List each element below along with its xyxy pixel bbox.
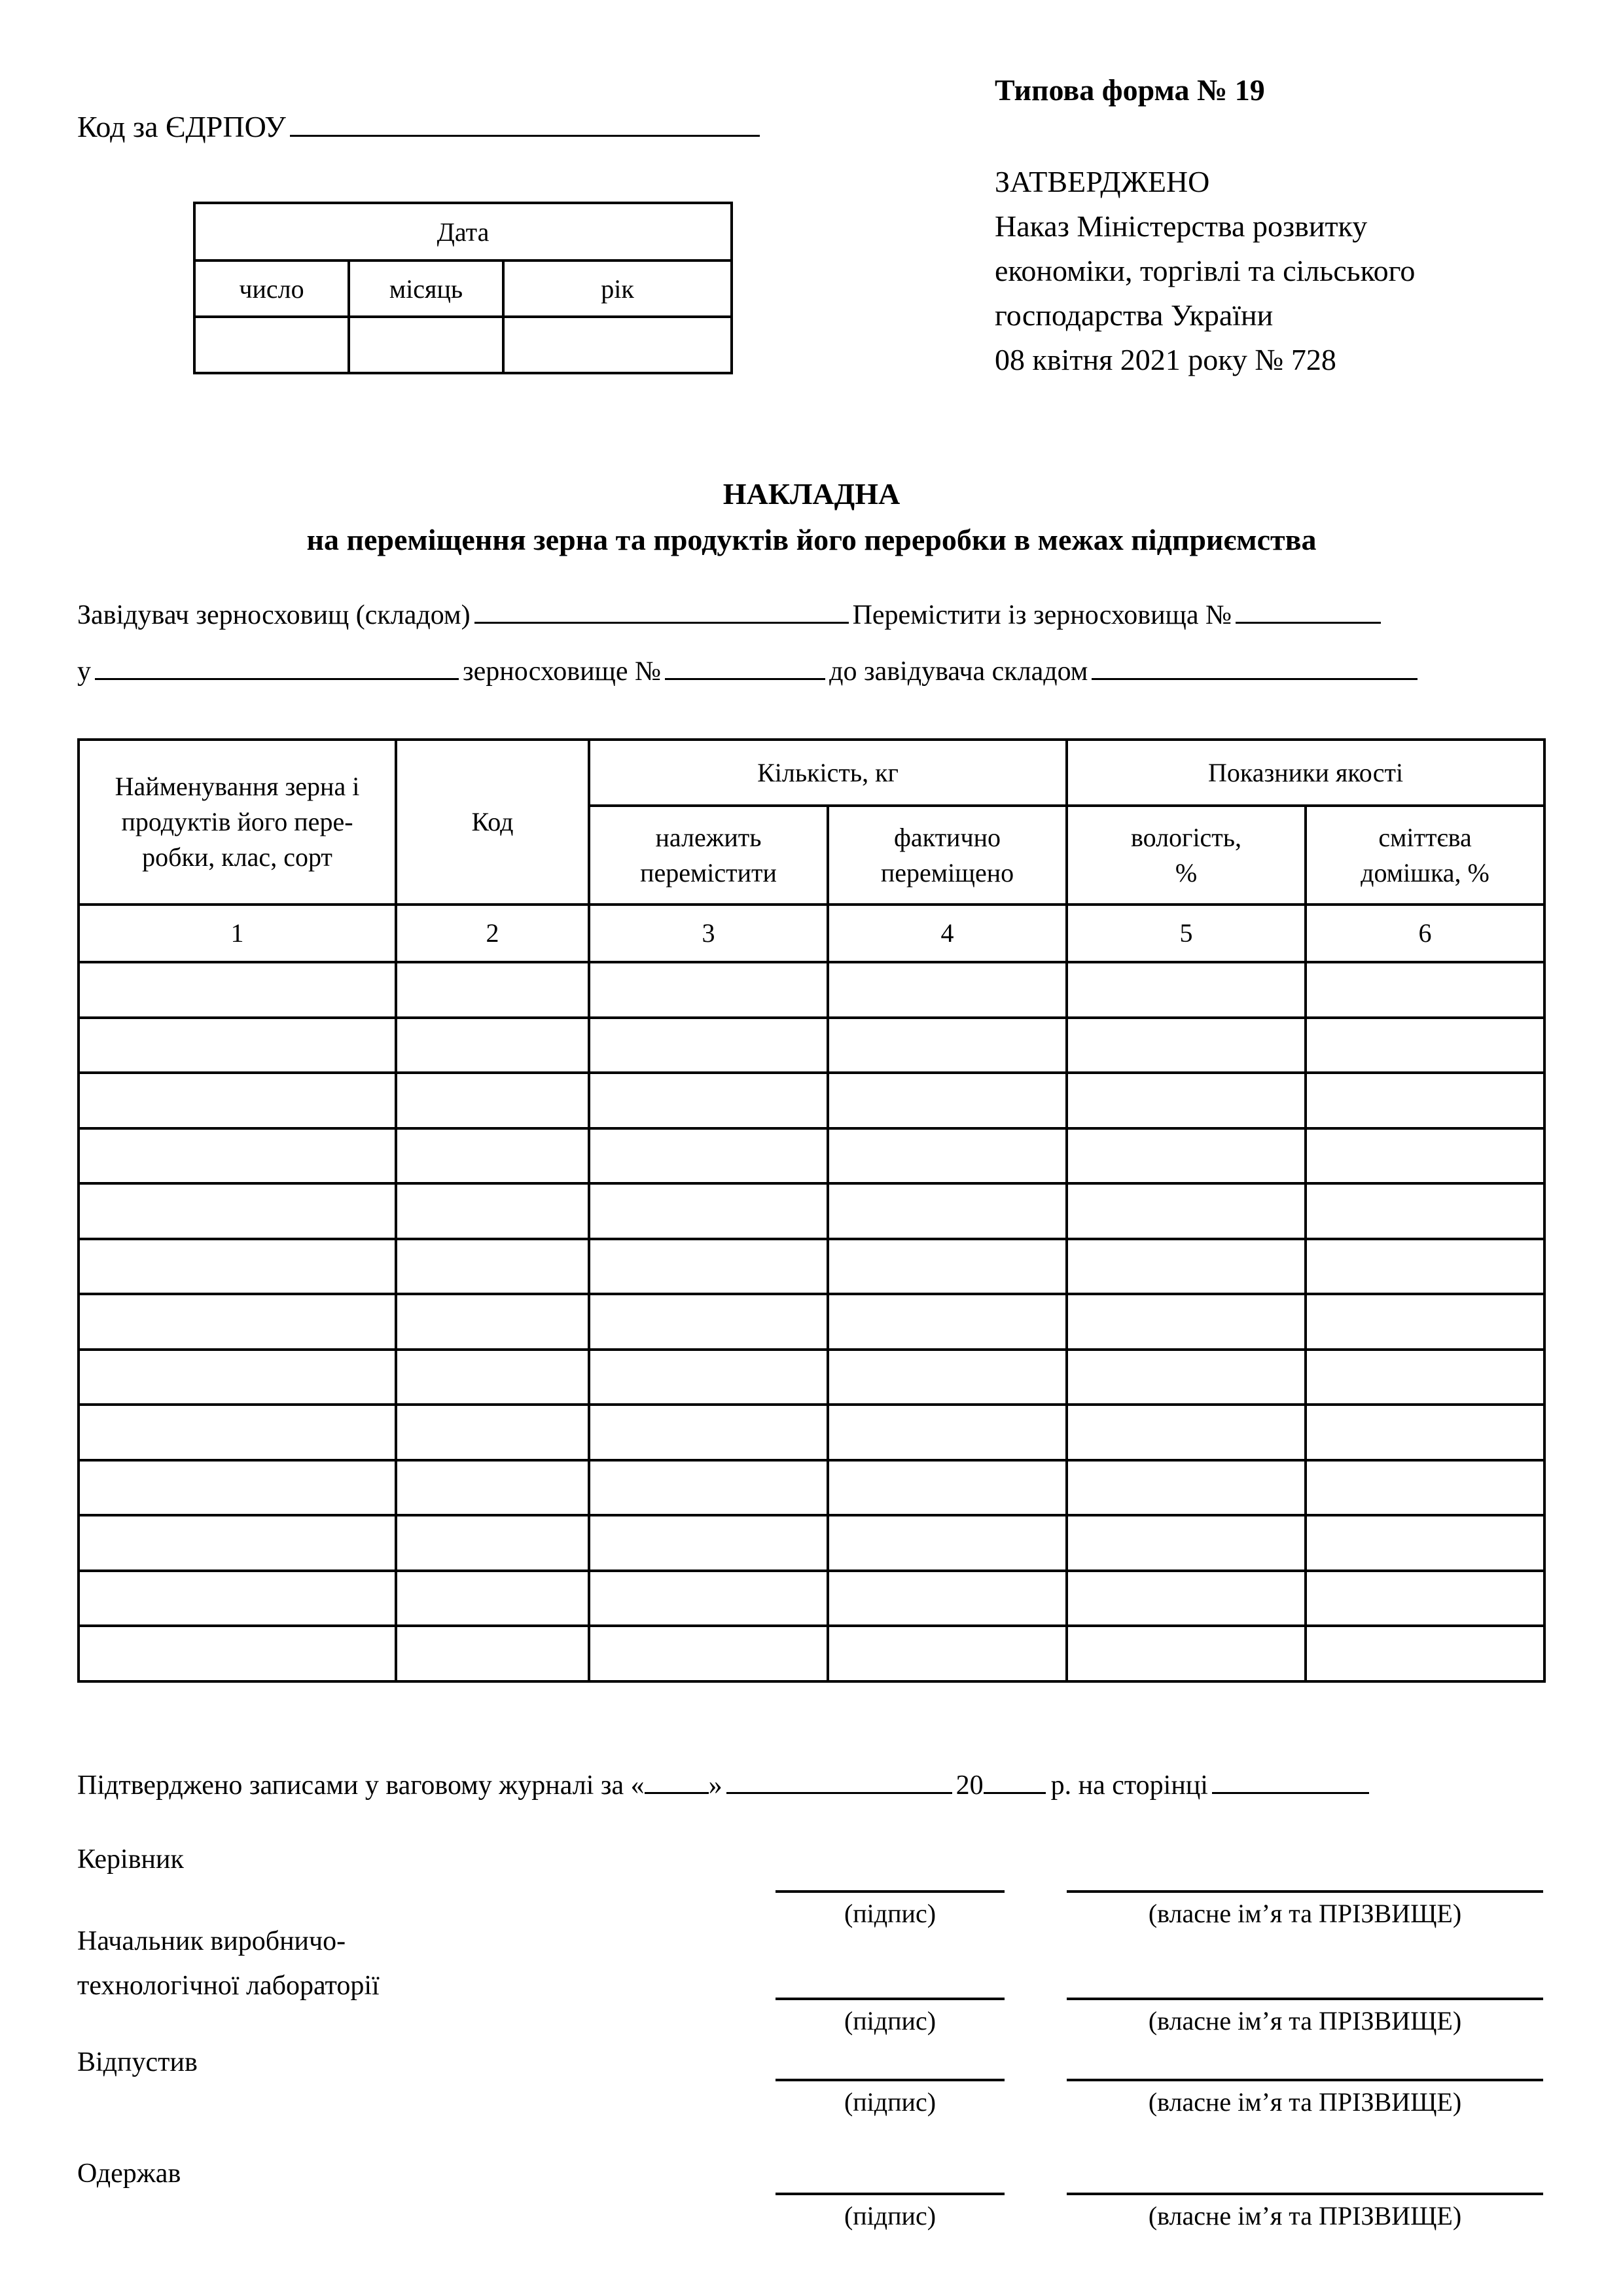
signature-caption: (підпис) <box>844 2201 936 2231</box>
column-number: 6 <box>1306 905 1544 962</box>
table-cell[interactable] <box>828 1571 1067 1626</box>
table-cell[interactable] <box>1306 1183 1544 1239</box>
name-caption: (власне ім’я та ПРІЗВИЩЕ) <box>1148 2006 1462 2036</box>
table-cell[interactable] <box>828 1239 1067 1295</box>
document-subtitle: на переміщення зерна та продуктів його переробки в межах підприємства <box>306 523 1317 556</box>
table-cell[interactable] <box>828 962 1067 1018</box>
table-cell[interactable] <box>1306 962 1544 1018</box>
edrpou-field <box>77 110 764 142</box>
table-cell[interactable] <box>79 1350 396 1405</box>
table-cell[interactable] <box>79 1239 396 1295</box>
table-cell[interactable] <box>589 1571 828 1626</box>
table-cell[interactable] <box>396 1128 589 1184</box>
signature-role: Керівник <box>77 1844 184 1874</box>
table-cell[interactable] <box>828 1183 1067 1239</box>
table-cell[interactable] <box>79 1515 396 1571</box>
name-input-line[interactable] <box>1067 2079 1543 2081</box>
table-cell[interactable] <box>828 1405 1067 1460</box>
date-table <box>193 202 733 374</box>
approval-line: господарства України <box>995 298 1274 332</box>
table-row <box>79 1183 1544 1239</box>
approval-line: Наказ Міністерства розвитку <box>995 209 1368 243</box>
header-to-move <box>589 806 828 905</box>
name-input-line[interactable] <box>1067 1998 1543 2000</box>
signature-role: Начальник виробничо- <box>77 1926 346 1956</box>
date-col-day: число <box>194 260 349 317</box>
table-cell[interactable] <box>1306 1460 1544 1516</box>
table-cell[interactable] <box>79 962 396 1018</box>
table-cell[interactable] <box>396 1626 589 1681</box>
table-cell[interactable] <box>1306 1350 1544 1405</box>
date-month-input[interactable] <box>349 317 503 373</box>
document-title: НАКЛАДНА <box>722 477 901 511</box>
table-cell[interactable] <box>79 1460 396 1516</box>
table-cell[interactable] <box>589 1183 828 1239</box>
column-number: 1 <box>79 905 396 962</box>
table-row <box>79 1294 1544 1350</box>
table-cell[interactable] <box>1306 1294 1544 1350</box>
table-cell[interactable] <box>589 1239 828 1295</box>
date-day-input[interactable] <box>194 317 349 373</box>
header-line: фактично <box>894 822 1001 852</box>
table-row <box>79 1128 1544 1184</box>
header-name <box>79 740 396 905</box>
move-from-label: Перемістити із зерносховища № <box>852 600 1232 630</box>
signature-input-line[interactable] <box>776 2193 1005 2195</box>
signature-input-line[interactable] <box>776 2079 1005 2081</box>
confirmation-suffix: р. на сторінці <box>1050 1770 1208 1801</box>
header-name-line: продуктів його пере- <box>121 807 353 836</box>
column-number: 5 <box>1067 905 1306 962</box>
column-number: 2 <box>396 905 589 962</box>
header-line: домішка, % <box>1361 857 1489 888</box>
table-row <box>79 1073 1544 1128</box>
confirmation-quote-close: » <box>708 1770 722 1801</box>
table-cell[interactable] <box>79 1183 396 1239</box>
table-cell[interactable] <box>79 1128 396 1184</box>
form-number: Типова форма № 19 <box>995 73 1265 107</box>
table-cell[interactable] <box>396 962 589 1018</box>
table-cell[interactable] <box>828 1626 1067 1681</box>
storage-no-label: зерносховище № <box>463 656 662 687</box>
table-cell[interactable] <box>396 1515 589 1571</box>
move-from-input-line[interactable] <box>1236 597 1381 624</box>
signature-role: технологічної лабораторії <box>77 1971 380 2001</box>
table-cell[interactable] <box>1306 1405 1544 1460</box>
table-cell[interactable] <box>1067 1460 1306 1516</box>
header-code: Код <box>396 740 589 905</box>
table-cell[interactable] <box>1067 1128 1306 1184</box>
table-cell[interactable] <box>828 1350 1067 1405</box>
table-cell[interactable] <box>589 1018 828 1073</box>
table-cell[interactable] <box>589 1626 828 1681</box>
table-cell[interactable] <box>396 1571 589 1626</box>
name-input-line[interactable] <box>1067 1890 1543 1893</box>
table-cell[interactable] <box>79 1073 396 1128</box>
table-cell[interactable] <box>589 962 828 1018</box>
signature-caption: (підпис) <box>844 1899 936 1928</box>
signature-input-line[interactable] <box>776 1998 1005 2000</box>
table-row <box>79 962 1544 1018</box>
table-cell[interactable] <box>828 1460 1067 1516</box>
table-cell[interactable] <box>1306 1239 1544 1295</box>
confirmation-year-prefix: 20 <box>955 1770 984 1801</box>
manager-input-line[interactable] <box>474 597 849 624</box>
table-cell[interactable] <box>79 1571 396 1626</box>
table-cell[interactable] <box>589 1405 828 1460</box>
table-cell[interactable] <box>1067 1571 1306 1626</box>
table-cell[interactable] <box>396 1460 589 1516</box>
table-row <box>79 1405 1544 1460</box>
header-group-quality: Показники якості <box>1067 740 1544 806</box>
table-cell[interactable] <box>1067 1183 1306 1239</box>
table-cell[interactable] <box>589 1294 828 1350</box>
table-cell[interactable] <box>589 1350 828 1405</box>
edrpou-label: Код за ЄДРПОУ <box>77 110 286 143</box>
table-cell[interactable] <box>1306 1018 1544 1073</box>
table-cell[interactable] <box>396 1350 589 1405</box>
table-cell[interactable] <box>828 1128 1067 1184</box>
approval-line: 08 квітня 2021 року № 728 <box>995 343 1336 376</box>
signature-role: Одержав <box>77 2159 181 2189</box>
confirmation-year-input-line[interactable] <box>984 1767 1046 1794</box>
table-row <box>79 1239 1544 1295</box>
table-cell[interactable] <box>1067 1350 1306 1405</box>
table-cell[interactable] <box>1306 1515 1544 1571</box>
manager-label: Завідувач зерносховищ (складом) <box>77 600 471 630</box>
table-cell[interactable] <box>589 1515 828 1571</box>
table-cell[interactable] <box>1067 1073 1306 1128</box>
table-cell[interactable] <box>396 1294 589 1350</box>
name-caption: (власне ім’я та ПРІЗВИЩЕ) <box>1148 1899 1462 1928</box>
table-cell[interactable] <box>79 1405 396 1460</box>
table-cell[interactable] <box>396 1073 589 1128</box>
name-input-line[interactable] <box>1067 2193 1543 2195</box>
column-number: 3 <box>589 905 828 962</box>
header-name-line: робки, клас, сорт <box>142 842 332 872</box>
header-line: перемістити <box>640 857 777 888</box>
table-cell[interactable] <box>828 1294 1067 1350</box>
table-row <box>79 1571 1544 1626</box>
table-row <box>79 1018 1544 1073</box>
approval-line: економіки, торгівлі та сільського <box>995 254 1416 287</box>
table-cell[interactable] <box>1306 1571 1544 1626</box>
header-line: % <box>1175 857 1198 888</box>
confirmation-prefix: Підтверджено записами у ваговому журналі за « <box>77 1770 645 1801</box>
confirmation-month-input-line[interactable] <box>726 1767 952 1794</box>
header-line: сміттєва <box>1378 822 1472 852</box>
table-cell[interactable] <box>1067 1018 1306 1073</box>
table-cell[interactable] <box>79 1018 396 1073</box>
table-cell[interactable] <box>1067 1515 1306 1571</box>
table-cell[interactable] <box>396 1405 589 1460</box>
signature-caption: (підпис) <box>844 2006 936 2036</box>
storage-no-input-line[interactable] <box>665 653 825 680</box>
table-cell[interactable] <box>1067 1405 1306 1460</box>
header-line: належить <box>655 822 762 852</box>
table-cell[interactable] <box>1067 1294 1306 1350</box>
signature-input-line[interactable] <box>776 1890 1005 1893</box>
table-cell[interactable] <box>1067 962 1306 1018</box>
header-moved <box>828 806 1067 905</box>
table-cell[interactable] <box>828 1073 1067 1128</box>
fields-line-2 <box>77 653 1418 685</box>
fields-line-1 <box>77 597 1381 629</box>
table-cell[interactable] <box>1306 1626 1544 1681</box>
table-cell[interactable] <box>1067 1626 1306 1681</box>
table-row <box>79 1626 1544 1681</box>
table-cell[interactable] <box>828 1018 1067 1073</box>
table-cell[interactable] <box>396 1018 589 1073</box>
header-line: вологість, <box>1130 822 1242 852</box>
table-cell[interactable] <box>396 1183 589 1239</box>
table-row <box>79 1515 1544 1571</box>
table-cell[interactable] <box>79 1626 396 1681</box>
table-row <box>79 1350 1544 1405</box>
name-caption: (власне ім’я та ПРІЗВИЩЕ) <box>1148 2201 1462 2231</box>
signature-caption: (підпис) <box>844 2087 936 2117</box>
date-col-year: рік <box>503 260 732 317</box>
signature-role: Відпустив <box>77 2047 198 2077</box>
confirmation-day-input-line[interactable] <box>645 1767 709 1794</box>
header-moisture <box>1067 806 1306 905</box>
date-col-month: місяць <box>349 260 503 317</box>
date-year-input[interactable] <box>503 317 732 373</box>
table-cell[interactable] <box>589 1128 828 1184</box>
table-cell[interactable] <box>79 1294 396 1350</box>
approval-title: ЗАТВЕРДЖЕНО <box>995 165 1210 198</box>
goods-table <box>77 738 1546 1683</box>
header-line: переміщено <box>880 857 1014 888</box>
table-cell[interactable] <box>1306 1073 1544 1128</box>
column-number: 4 <box>828 905 1067 962</box>
table-cell[interactable] <box>589 1073 828 1128</box>
table-cell[interactable] <box>396 1239 589 1295</box>
table-cell[interactable] <box>589 1460 828 1516</box>
name-caption: (власне ім’я та ПРІЗВИЩЕ) <box>1148 2087 1462 2117</box>
confirmation-line <box>77 1767 1369 1799</box>
confirmation-page-input-line[interactable] <box>1212 1767 1369 1794</box>
header-group-quantity: Кількість, кг <box>589 740 1067 806</box>
to-label: у <box>77 656 91 687</box>
to-manager-input-line[interactable] <box>1092 653 1418 680</box>
table-cell[interactable] <box>1306 1128 1544 1184</box>
table-cell[interactable] <box>1067 1239 1306 1295</box>
table-row <box>79 1460 1544 1516</box>
to-manager-label: до завідувача складом <box>829 656 1088 687</box>
edrpou-input-line[interactable] <box>290 110 760 137</box>
table-cell[interactable] <box>828 1515 1067 1571</box>
header-name-line: Найменування зерна і <box>115 772 360 801</box>
to-storage-input-line[interactable] <box>95 653 459 680</box>
header-impurity <box>1306 806 1544 905</box>
date-table-title: Дата <box>194 203 732 260</box>
